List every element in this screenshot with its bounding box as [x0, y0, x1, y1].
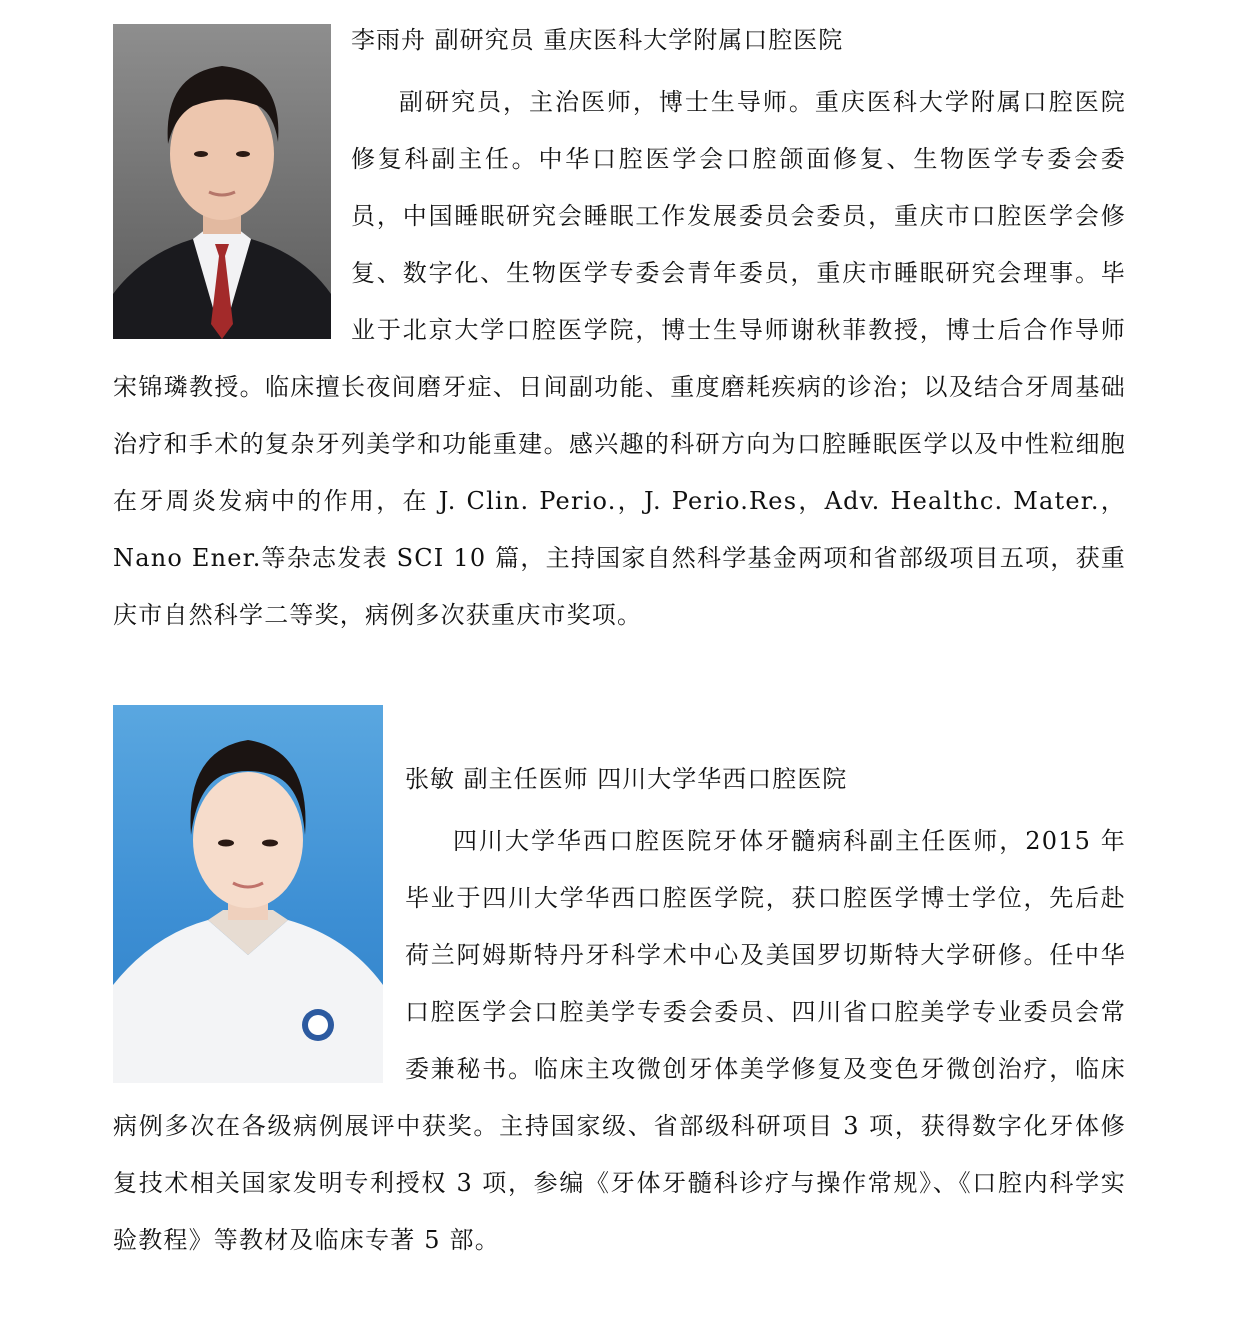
profile-1-bio: 副研究员，主治医师，博士生导师。重庆医科大学附属口腔医院修复科副主任。中华口腔医学会口腔颌面修复、生物医学专委会委员，中国睡眠研究会睡眠工作发展委员会委员，重庆市口腔医学会修复、数字化、生物医学专委会青年委员，重庆市睡眠研究会理事。毕业于北京大学口腔医学院，博士生导师谢秋菲教授，博士后合作导师宋锦璘教授。临床擅长夜间磨牙症、日间副功能、重度磨耗疾病的诊治；以及结合牙周基础治疗和手术的复杂牙列美学和功能重建。感兴趣的科研方向为口腔睡眠医学以及中性粒细胞在牙周炎发病中的作用，在 J. Clin. Perio.，J. Perio.Res，Adv. Healthc. Mater.，Nano Ener.等杂志发表 SCI 10 篇，主持国家自然科学基金两项和省部级项目五项，获重庆市自然科学二等奖，病例多次获重庆市奖项。 [113, 88, 1126, 629]
profile-1 [113, 18, 1126, 644]
profile-2 [113, 705, 1126, 1269]
profile-2-heading: 张敏 副主任医师 四川大学华西口腔医院 [405, 765, 848, 793]
portrait-photo-zhang-min [113, 705, 383, 1083]
portrait-photo-li-yuzhou [113, 24, 331, 339]
portrait-illustration [113, 705, 383, 1083]
profile-2-bio: 四川大学华西口腔医院牙体牙髓病科副主任医师，2015 年毕业于四川大学华西口腔医学院，获口腔医学博士学位，先后赴荷兰阿姆斯特丹牙科学术中心及美国罗切斯特大学研修。任中华口腔医学会口腔美学专委会委员、四川省口腔美学专业委员会常委兼秘书。临床主攻微创牙体美学修复及变色牙微创治疗，临床病例多次在各级病例展评中获奖。主持国家级、省部级科研项目 3 项，获得数字化牙体修复技术相关国家发明专利授权 3 项，参编《牙体牙髓科诊疗与操作常规》、《口腔内科学实验教程》等教材及临床专著 5 部。 [113, 827, 1126, 1254]
portrait-illustration [113, 24, 331, 339]
profile-1-heading: 李雨舟 副研究员 重庆医科大学附属口腔医院 [351, 26, 844, 54]
